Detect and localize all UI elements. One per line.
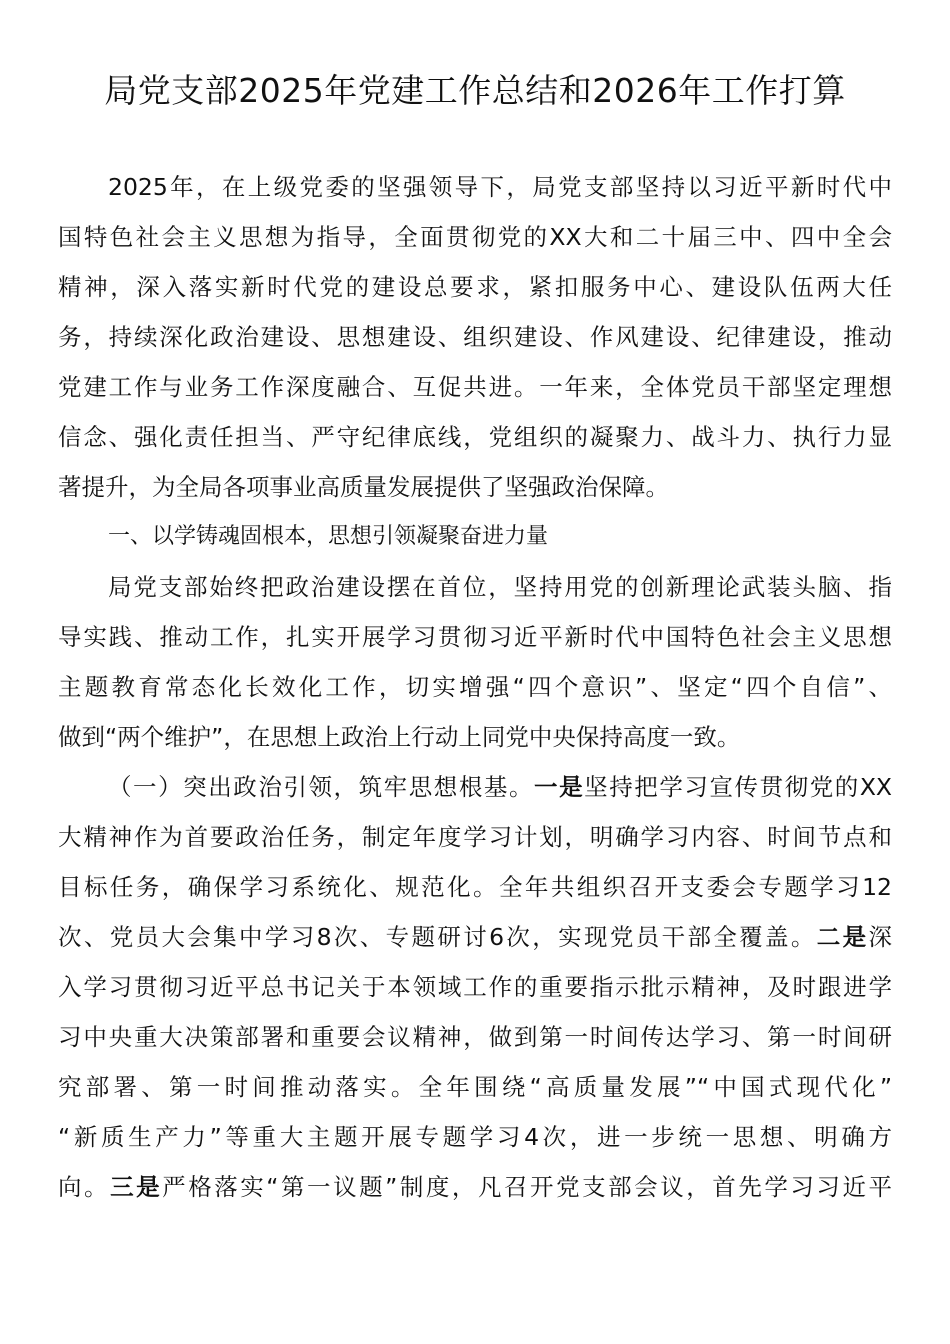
text-line: 信念、强化责任担当、严守纪律底线，党组织的凝聚力、战斗力、执行力显 <box>58 423 892 451</box>
text-run: 深 <box>868 923 892 951</box>
text-line <box>58 1012 892 1062</box>
text-line: 做到“两个维护”，在思想上政治上行动上同党中央保持高度一致。 <box>58 723 741 751</box>
text-line: 务，持续深化政治建设、思想建设、组织建设、作风建设、纪律建设，推动 <box>58 323 892 351</box>
document-body <box>58 162 892 1212</box>
text-run: “新质生产力”等重大主题开展专题学习4次，进一步统一思想、明确方 <box>58 1123 892 1151</box>
text-line <box>58 1112 892 1162</box>
bold-marker: 三是 <box>110 1173 163 1201</box>
text-run: 大精神作为首要政治任务，制定年度学习计划，明确学习内容、时间节点和 <box>58 823 892 851</box>
paragraph-intro <box>58 162 892 512</box>
bold-marker: 一是 <box>534 773 585 801</box>
text-line: 主题教育常态化长效化工作，切实增强“四个意识”、坚定“四个自信”、 <box>58 673 892 701</box>
text-line <box>58 812 892 862</box>
text-run: 向。 <box>58 1173 111 1201</box>
section-heading: 一、以学铸魂固根本，思想引领凝聚奋进力量 <box>108 524 549 549</box>
text-run: 习中央重大决策部署和重要会议精神，做到第一时间传达学习、第一时间研 <box>58 1023 892 1051</box>
text-line <box>58 762 892 812</box>
text-line: 国特色社会主义思想为指导，全面贯彻党的XX大和二十届三中、四中全会 <box>58 223 892 251</box>
text-line <box>58 862 892 912</box>
text-run: 究部署、第一时间推动落实。全年围绕“高质量发展”“中国式现代化” <box>58 1073 892 1101</box>
paragraph-section-intro <box>58 562 892 762</box>
text-run: 入学习贯彻习近平总书记关于本领域工作的重要指示批示精神，及时跟进学 <box>58 973 892 1001</box>
text-run: （一）突出政治引领，筑牢思想根基。 <box>108 773 535 801</box>
text-line <box>58 962 892 1012</box>
text-line <box>58 912 892 962</box>
text-line: 精神，深入落实新时代党的建设总要求，紧扣服务中心、建设队伍两大任 <box>58 273 892 301</box>
paragraph-subsection-1 <box>58 762 892 1212</box>
text-run: 严格落实“第一议题”制度，凡召开党支部会议，首先学习习近平 <box>162 1173 892 1201</box>
text-line <box>58 1062 892 1112</box>
text-run: 次、党员大会集中学习8次、专题研讨6次，实现党员干部全覆盖。 <box>58 923 817 951</box>
bold-marker: 二是 <box>816 923 869 951</box>
text-line <box>58 1162 892 1212</box>
text-run: 坚持把学习宣传贯彻党的XX <box>584 773 892 801</box>
text-line: 著提升，为全局各项事业高质量发展提供了坚强政治保障。 <box>58 473 669 501</box>
text-line: 2025年，在上级党委的坚强领导下，局党支部坚持以习近平新时代中 <box>108 173 892 201</box>
text-line: 党建工作与业务工作深度融合、互促共进。一年来，全体党员干部坚定理想 <box>58 373 892 401</box>
document-title: 局党支部2025年党建工作总结和2026年工作打算 <box>104 71 846 110</box>
text-run: 目标任务，确保学习系统化、规范化。全年共组织召开支委会专题学习12 <box>58 873 892 901</box>
text-line: 导实践、推动工作，扎实开展学习贯彻习近平新时代中国特色社会主义思想 <box>58 623 892 651</box>
text-line: 局党支部始终把政治建设摆在首位，坚持用党的创新理论武装头脑、指 <box>108 573 892 601</box>
